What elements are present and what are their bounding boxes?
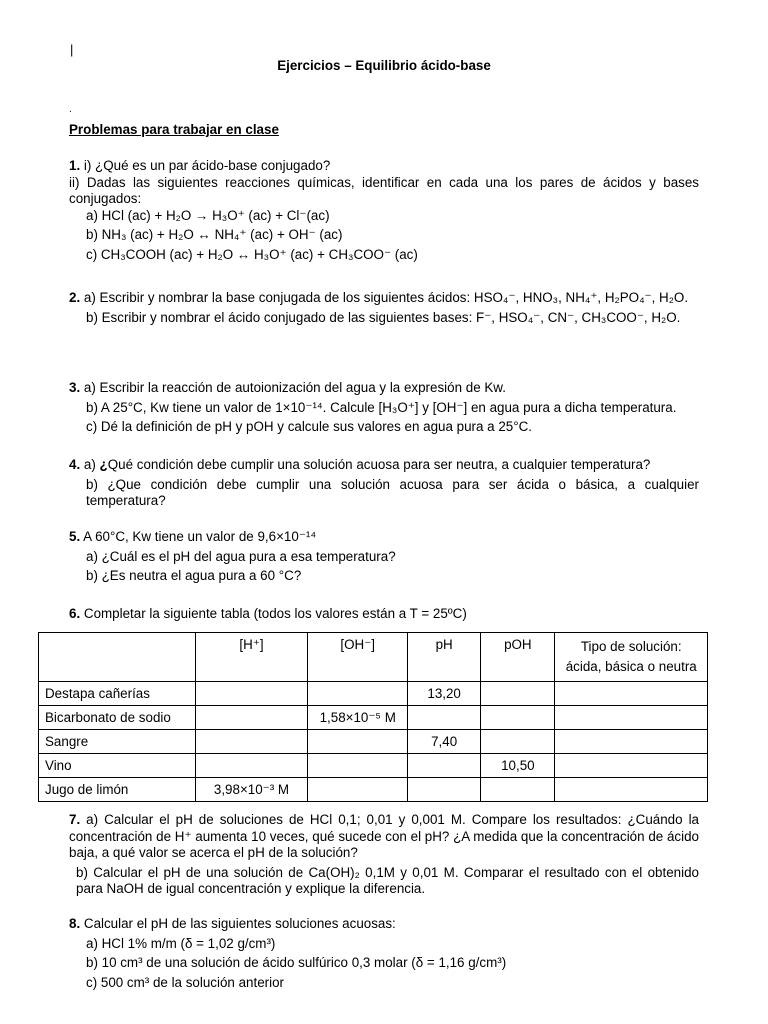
table-cell bbox=[308, 682, 408, 706]
table-cell: Vino bbox=[39, 754, 196, 778]
problem-3 bbox=[69, 380, 699, 436]
reaction-a: a) HCl (ac) + H₂O → H₃O⁺ (ac) + Cl⁻(ac) bbox=[86, 207, 330, 223]
table-cell: Sangre bbox=[39, 730, 196, 754]
problem-7-part-b: b) Calcular el pH de una solución de Ca(OH)₂ 0,1M y 0,01 M. Comparar el resultado con el obtenido para NaOH de igual concentración y explique la diferencia. bbox=[76, 864, 699, 897]
problem-3-part-b: b) A 25°C, Kw tiene un valor de 1×10⁻¹⁴. Calcule [H₃O⁺] y [OH⁻] en agua pura a dicha temperatura. bbox=[86, 399, 677, 415]
problem-8-part-b: b) 10 cm³ de una solución de ácido sulfúrico 0,3 molar (δ = 1,16 g/cm³) bbox=[86, 955, 507, 971]
problem-number: 8. bbox=[69, 916, 81, 931]
problem-number: 2. bbox=[69, 290, 81, 305]
problem-number: 4. bbox=[69, 457, 81, 472]
table-header-cell: [H⁺] bbox=[195, 633, 308, 682]
table-cell: 1,58×10⁻⁵ M bbox=[308, 706, 408, 730]
table-cell bbox=[408, 706, 481, 730]
table-cell: 3,98×10⁻³ M bbox=[195, 778, 308, 802]
problem-number: 6. bbox=[69, 606, 81, 621]
problem-8-part-a: a) HCl 1% m/m (δ = 1,02 g/cm³) bbox=[86, 935, 276, 951]
table-cell bbox=[408, 778, 481, 802]
table-cell: Destapa cañerías bbox=[39, 682, 196, 706]
problem-4-part-a: Qué condición debe cumplir una solución acuosa para ser neutra, a cualquier temperatura? bbox=[107, 457, 651, 472]
table-cell: 10,50 bbox=[481, 754, 555, 778]
ph-table bbox=[38, 632, 708, 802]
table-cell bbox=[481, 706, 555, 730]
table-cell: 13,20 bbox=[408, 682, 481, 706]
problem-5-part-b: b) ¿Es neutra el agua pura a 60 °C? bbox=[86, 568, 302, 584]
problem-8-part-c: c) 500 cm³ de la solución anterior bbox=[86, 974, 284, 990]
problem-7-part-a: a) Calcular el pH de soluciones de HCl 0,1; 0,01 y 0,001 M. Compare los resultados: ¿Cuándo la concentración de H⁺ aumenta 10 veces, qué sucede con el pH? ¿A medida que la concentración de ácido baja, a qué valor se acerca el pH de la solución? bbox=[69, 812, 699, 861]
table-header-cell: pH bbox=[408, 633, 481, 682]
problem-number: 5. bbox=[69, 529, 81, 544]
table-header-cell: pOH bbox=[481, 633, 555, 682]
problem-6-intro: Completar la siguiente tabla (todos los valores están a T = 25ºC) bbox=[80, 606, 467, 621]
table-cell bbox=[555, 778, 708, 802]
problem-1-part-ii: ii) Dadas las siguientes reacciones químicas, identificar en cada una los pares de ácidos y bases conjugados: bbox=[69, 174, 699, 207]
problem-1-part-i: i) ¿Qué es un par ácido-base conjugado? bbox=[80, 158, 331, 173]
table-cell bbox=[555, 730, 708, 754]
problem-8 bbox=[69, 916, 699, 991]
problem-4-part-a-prefix: a) bbox=[80, 457, 100, 472]
problem-number: 1. bbox=[69, 158, 81, 173]
table-cell bbox=[195, 730, 308, 754]
problem-2-part-b: b) Escribir y nombrar el ácido conjugado de las siguientes bases: F⁻, HSO₄⁻, CN⁻, CH₃COO⁻, H₂O. bbox=[86, 309, 681, 325]
reaction-c: c) CH₃COOH (ac) + H₂O ↔ H₃O⁺ (ac) + CH₃COO⁻ (ac) bbox=[86, 246, 418, 262]
problem-1 bbox=[69, 158, 699, 264]
table-cell: Bicarbonato de sodio bbox=[39, 706, 196, 730]
table-cell: 7,40 bbox=[408, 730, 481, 754]
table-cell bbox=[308, 754, 408, 778]
table-header-row bbox=[39, 633, 708, 682]
problem-3-part-a: a) Escribir la reacción de autoionización del agua y la expresión de Kw. bbox=[80, 380, 506, 395]
text-cursor: | bbox=[70, 42, 74, 57]
problem-4-part-b: b) ¿Que condición debe cumplir una solución acuosa para ser ácida o básica, a cualquier temperatura? bbox=[86, 476, 699, 509]
problem-4-part-a-mark: ¿ bbox=[99, 457, 108, 472]
table-cell bbox=[555, 682, 708, 706]
table-cell bbox=[195, 682, 308, 706]
problem-5-part-a: a) ¿Cuál es el pH del agua pura a esa temperatura? bbox=[86, 548, 396, 564]
problem-3-part-c: c) Dé la definición de pH y pOH y calcule sus valores en agua pura a 25°C. bbox=[86, 419, 532, 435]
table-header-cell: [OH⁻] bbox=[308, 633, 408, 682]
table-cell bbox=[555, 754, 708, 778]
table-header-cell bbox=[39, 633, 196, 682]
table-cell bbox=[481, 730, 555, 754]
problem-8-intro: Calcular el pH de las siguientes soluciones acuosas: bbox=[80, 916, 396, 931]
table-cell bbox=[308, 778, 408, 802]
problem-number: 3. bbox=[69, 380, 81, 395]
stray-dot: . bbox=[69, 104, 72, 115]
problem-number: 7. bbox=[69, 812, 81, 827]
problem-7 bbox=[69, 812, 699, 898]
reaction-b: b) NH₃ (ac) + H₂O ↔ NH₄⁺ (ac) + OH⁻ (ac) bbox=[86, 227, 343, 243]
table-row bbox=[39, 706, 708, 730]
problem-5 bbox=[69, 529, 699, 585]
problem-2-part-a: a) Escribir y nombrar la base conjugada de los siguientes ácidos: HSO₄⁻, HNO₃, NH₄⁺, H₂PO₄⁻, H₂O. bbox=[80, 290, 689, 305]
table-cell bbox=[195, 706, 308, 730]
table-cell bbox=[195, 754, 308, 778]
table-cell bbox=[555, 706, 708, 730]
table-cell bbox=[408, 754, 481, 778]
table-row bbox=[39, 754, 708, 778]
table-row bbox=[39, 730, 708, 754]
table-row bbox=[39, 778, 708, 802]
problem-5-intro: A 60°C, Kw tiene un valor de 9,6×10⁻¹⁴ bbox=[80, 529, 317, 544]
table-cell bbox=[481, 778, 555, 802]
table-cell: Jugo de limón bbox=[39, 778, 196, 802]
document-title: Ejercicios – Equilibrio ácido-base bbox=[277, 58, 491, 73]
table-cell bbox=[308, 730, 408, 754]
table-cell bbox=[481, 682, 555, 706]
section-heading: Problemas para trabajar en clase bbox=[69, 122, 279, 137]
problem-6 bbox=[69, 606, 699, 623]
table-header-cell: Tipo de solución: ácida, básica o neutra bbox=[555, 633, 708, 682]
problem-2 bbox=[69, 290, 699, 326]
table-row bbox=[39, 682, 708, 706]
problem-4 bbox=[69, 457, 699, 510]
